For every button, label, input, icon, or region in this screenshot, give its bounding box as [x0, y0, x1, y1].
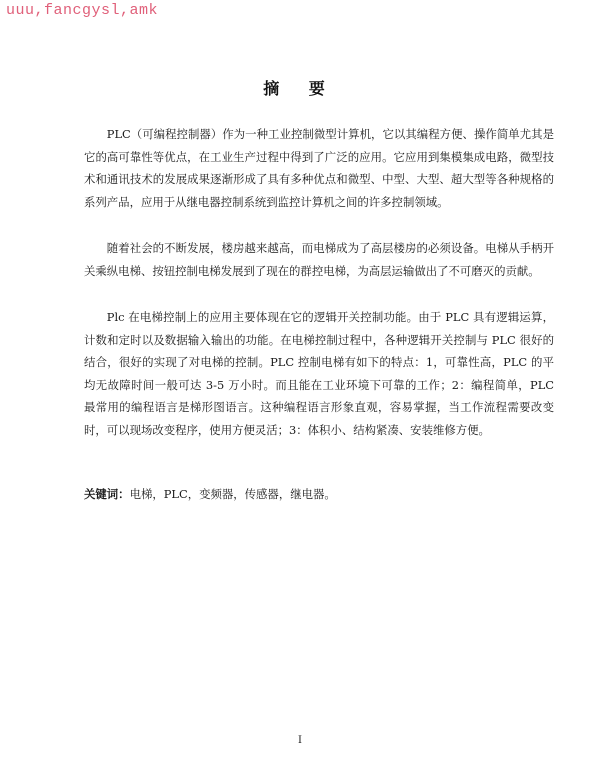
abstract-body	[84, 123, 554, 465]
abstract-paragraph-3: Plc 在电梯控制上的应用主要体现在它的逻辑开关控制功能。由于 PLC 具有逻辑运算，计数和定时以及数据输入输出的功能。在电梯控制过程中，各种逻辑开关控制与 PLC 很好的结合，很好的实现了对电梯的控制。PLC 控制电梯有如下的特点：1，可靠性高，PLC 的平均无故障时间一般可达 3-5 万小时。而且能在工业环境下可靠的工作；2：编程简单，PLC 最常用的编程语言是梯形图语言。这种编程语言形象直观，容易掌握，当工作流程需要改变时，可以现场改变程序，使用方便灵活；3：体积小、结构紧凑、安装维修方便。	[84, 310, 555, 437]
keywords-label: 关键词：	[84, 487, 130, 501]
watermark-text: uuu,fancgysl,amk	[6, 2, 159, 19]
page-number: I	[298, 735, 302, 746]
abstract-paragraph-1: PLC（可编程控制器）作为一种工业控制微型计算机，它以其编程方便、操作简单尤其是它的高可靠性等优点，在工业生产过程中得到了广泛的应用。它应用到集模集成电路，微型技术和通讯技术的发展成果逐渐形成了具有多种优点和微型、中型、大型、超大型等各种规格的系列产品，应用于从继电器控制系统到监控计算机之间的许多控制领域。	[84, 127, 554, 209]
page-title: 摘 要	[263, 79, 337, 98]
keywords-line	[84, 483, 554, 505]
keywords-text: 电梯，PLC，变频器，传感器，继电器。	[129, 487, 336, 501]
abstract-paragraph-2: 随着社会的不断发展，楼房越来越高，而电梯成为了高层楼房的必须设备。电梯从手柄开关乘纵电梯、按钮控制电梯发展到了现在的群控电梯，为高层运输做出了不可磨灭的贡献。	[84, 241, 554, 278]
